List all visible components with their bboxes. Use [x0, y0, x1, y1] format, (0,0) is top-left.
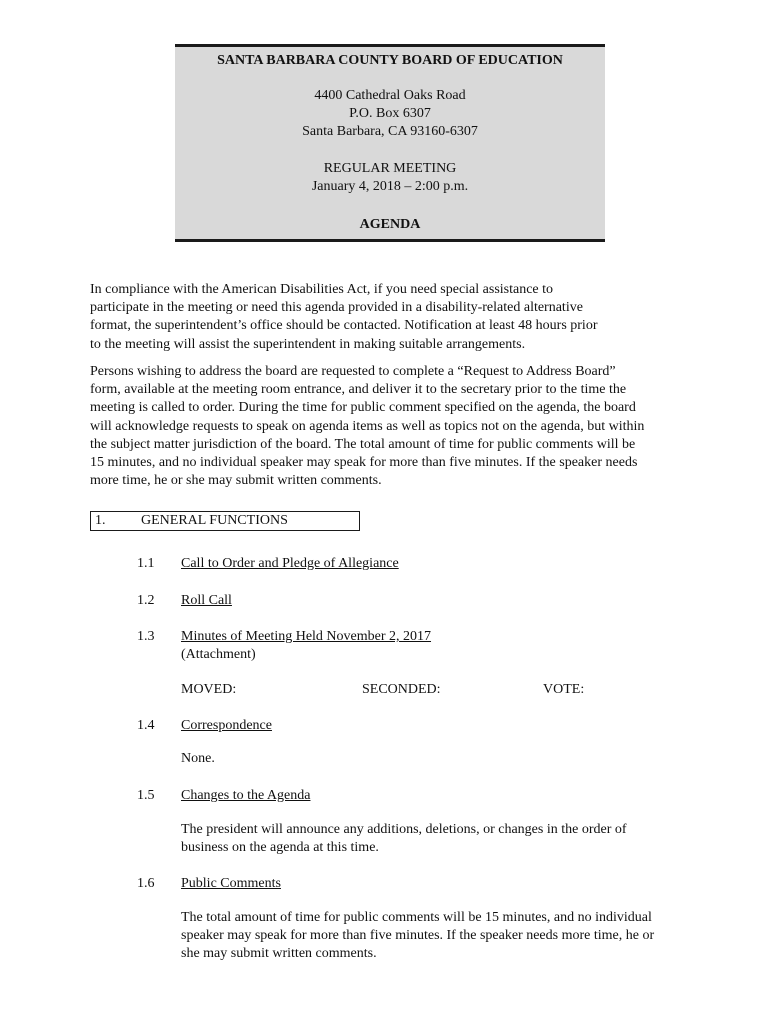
- item-title-changes-to-agenda: Changes to the Agenda: [181, 788, 311, 803]
- section-number: 1.: [95, 513, 106, 528]
- section-title: GENERAL FUNCTIONS: [141, 513, 288, 528]
- paragraph-line: the subject matter jurisdiction of the board. The total amount of time for public comments will be: [90, 436, 636, 452]
- item-number: 1.6: [137, 876, 155, 891]
- item-text-line: None.: [181, 751, 215, 766]
- item-text-line: speaker may speak for more than five minutes. If the speaker needs more time, he or: [181, 928, 655, 943]
- meeting-date: January 4, 2018 – 2:00 p.m.: [311, 179, 469, 194]
- address-line: 4400 Cathedral Oaks Road: [314, 88, 466, 103]
- item-note-attachment: (Attachment): [181, 647, 256, 662]
- address-line: P.O. Box 6307: [349, 106, 431, 121]
- paragraph-line: format, the superintendent’s office should be contacted. Notification at least 48 hours prior: [90, 318, 598, 334]
- paragraph-line: participate in the meeting or need this agenda provided in a disability-related alternative: [90, 300, 583, 316]
- public-address-paragraph: [90, 363, 700, 490]
- agenda-title: AGENDA: [359, 217, 421, 232]
- item-text-correspondence: [181, 750, 215, 768]
- item-text-changes-to-agenda: [181, 821, 627, 857]
- organization-name: SANTA BARBARA COUNTY BOARD OF EDUCATION: [217, 53, 563, 68]
- paragraph-line: will acknowledge requests to speak on agenda items as well as topics not on the agenda, but within: [90, 418, 645, 434]
- item-number: 1.3: [137, 629, 155, 644]
- paragraph-line: to the meeting will assist the superintendent in making suitable arrangements.: [90, 336, 526, 352]
- item-title-call-to-order: Call to Order and Pledge of Allegiance: [181, 556, 399, 571]
- meeting-type: REGULAR MEETING: [323, 161, 457, 176]
- organization-address: [175, 87, 605, 141]
- item-text-line: The total amount of time for public comments will be 15 minutes, and no individual: [181, 910, 652, 925]
- item-text-line: she may submit written comments.: [181, 946, 377, 961]
- item-title-roll-call: Roll Call: [181, 593, 232, 608]
- paragraph-line: In compliance with the American Disabilities Act, if you need special assistance to: [90, 282, 554, 297]
- item-title-minutes: Minutes of Meeting Held November 2, 2017: [181, 629, 432, 644]
- item-text-public-comments: [181, 909, 654, 963]
- item-number: 1.1: [137, 556, 155, 571]
- ada-notice-paragraph: [90, 281, 700, 354]
- paragraph-line: more time, he or she may submit written comments.: [90, 473, 382, 489]
- vote-label: VOTE:: [543, 682, 585, 697]
- section-general-functions: [90, 511, 360, 531]
- item-text-line: The president will announce any additions, deletions, or changes in the order of: [181, 822, 627, 837]
- item-number: 1.2: [137, 593, 155, 608]
- paragraph-line: meeting is called to order. During the time for public comment specified on the agenda, the board: [90, 400, 636, 416]
- item-title-public-comments: Public Comments: [181, 876, 281, 891]
- address-line: Santa Barbara, CA 93160-6307: [302, 124, 478, 139]
- moved-label: MOVED:: [181, 682, 237, 697]
- paragraph-line: 15 minutes, and no individual speaker may speak for more than five minutes. If the speaker needs: [90, 455, 638, 471]
- item-number: 1.4: [137, 718, 155, 733]
- meeting-info: [175, 160, 605, 196]
- agenda-header: [175, 44, 605, 242]
- item-title-correspondence: Correspondence: [181, 718, 272, 733]
- item-number: 1.5: [137, 788, 155, 803]
- paragraph-line: form, available at the meeting room entrance, and deliver it to the secretary prior to the time the: [90, 382, 627, 398]
- seconded-label: SECONDED:: [362, 682, 441, 697]
- item-text-line: business on the agenda at this time.: [181, 840, 379, 855]
- paragraph-line: Persons wishing to address the board are requested to complete a “Request to Address Board”: [90, 364, 616, 379]
